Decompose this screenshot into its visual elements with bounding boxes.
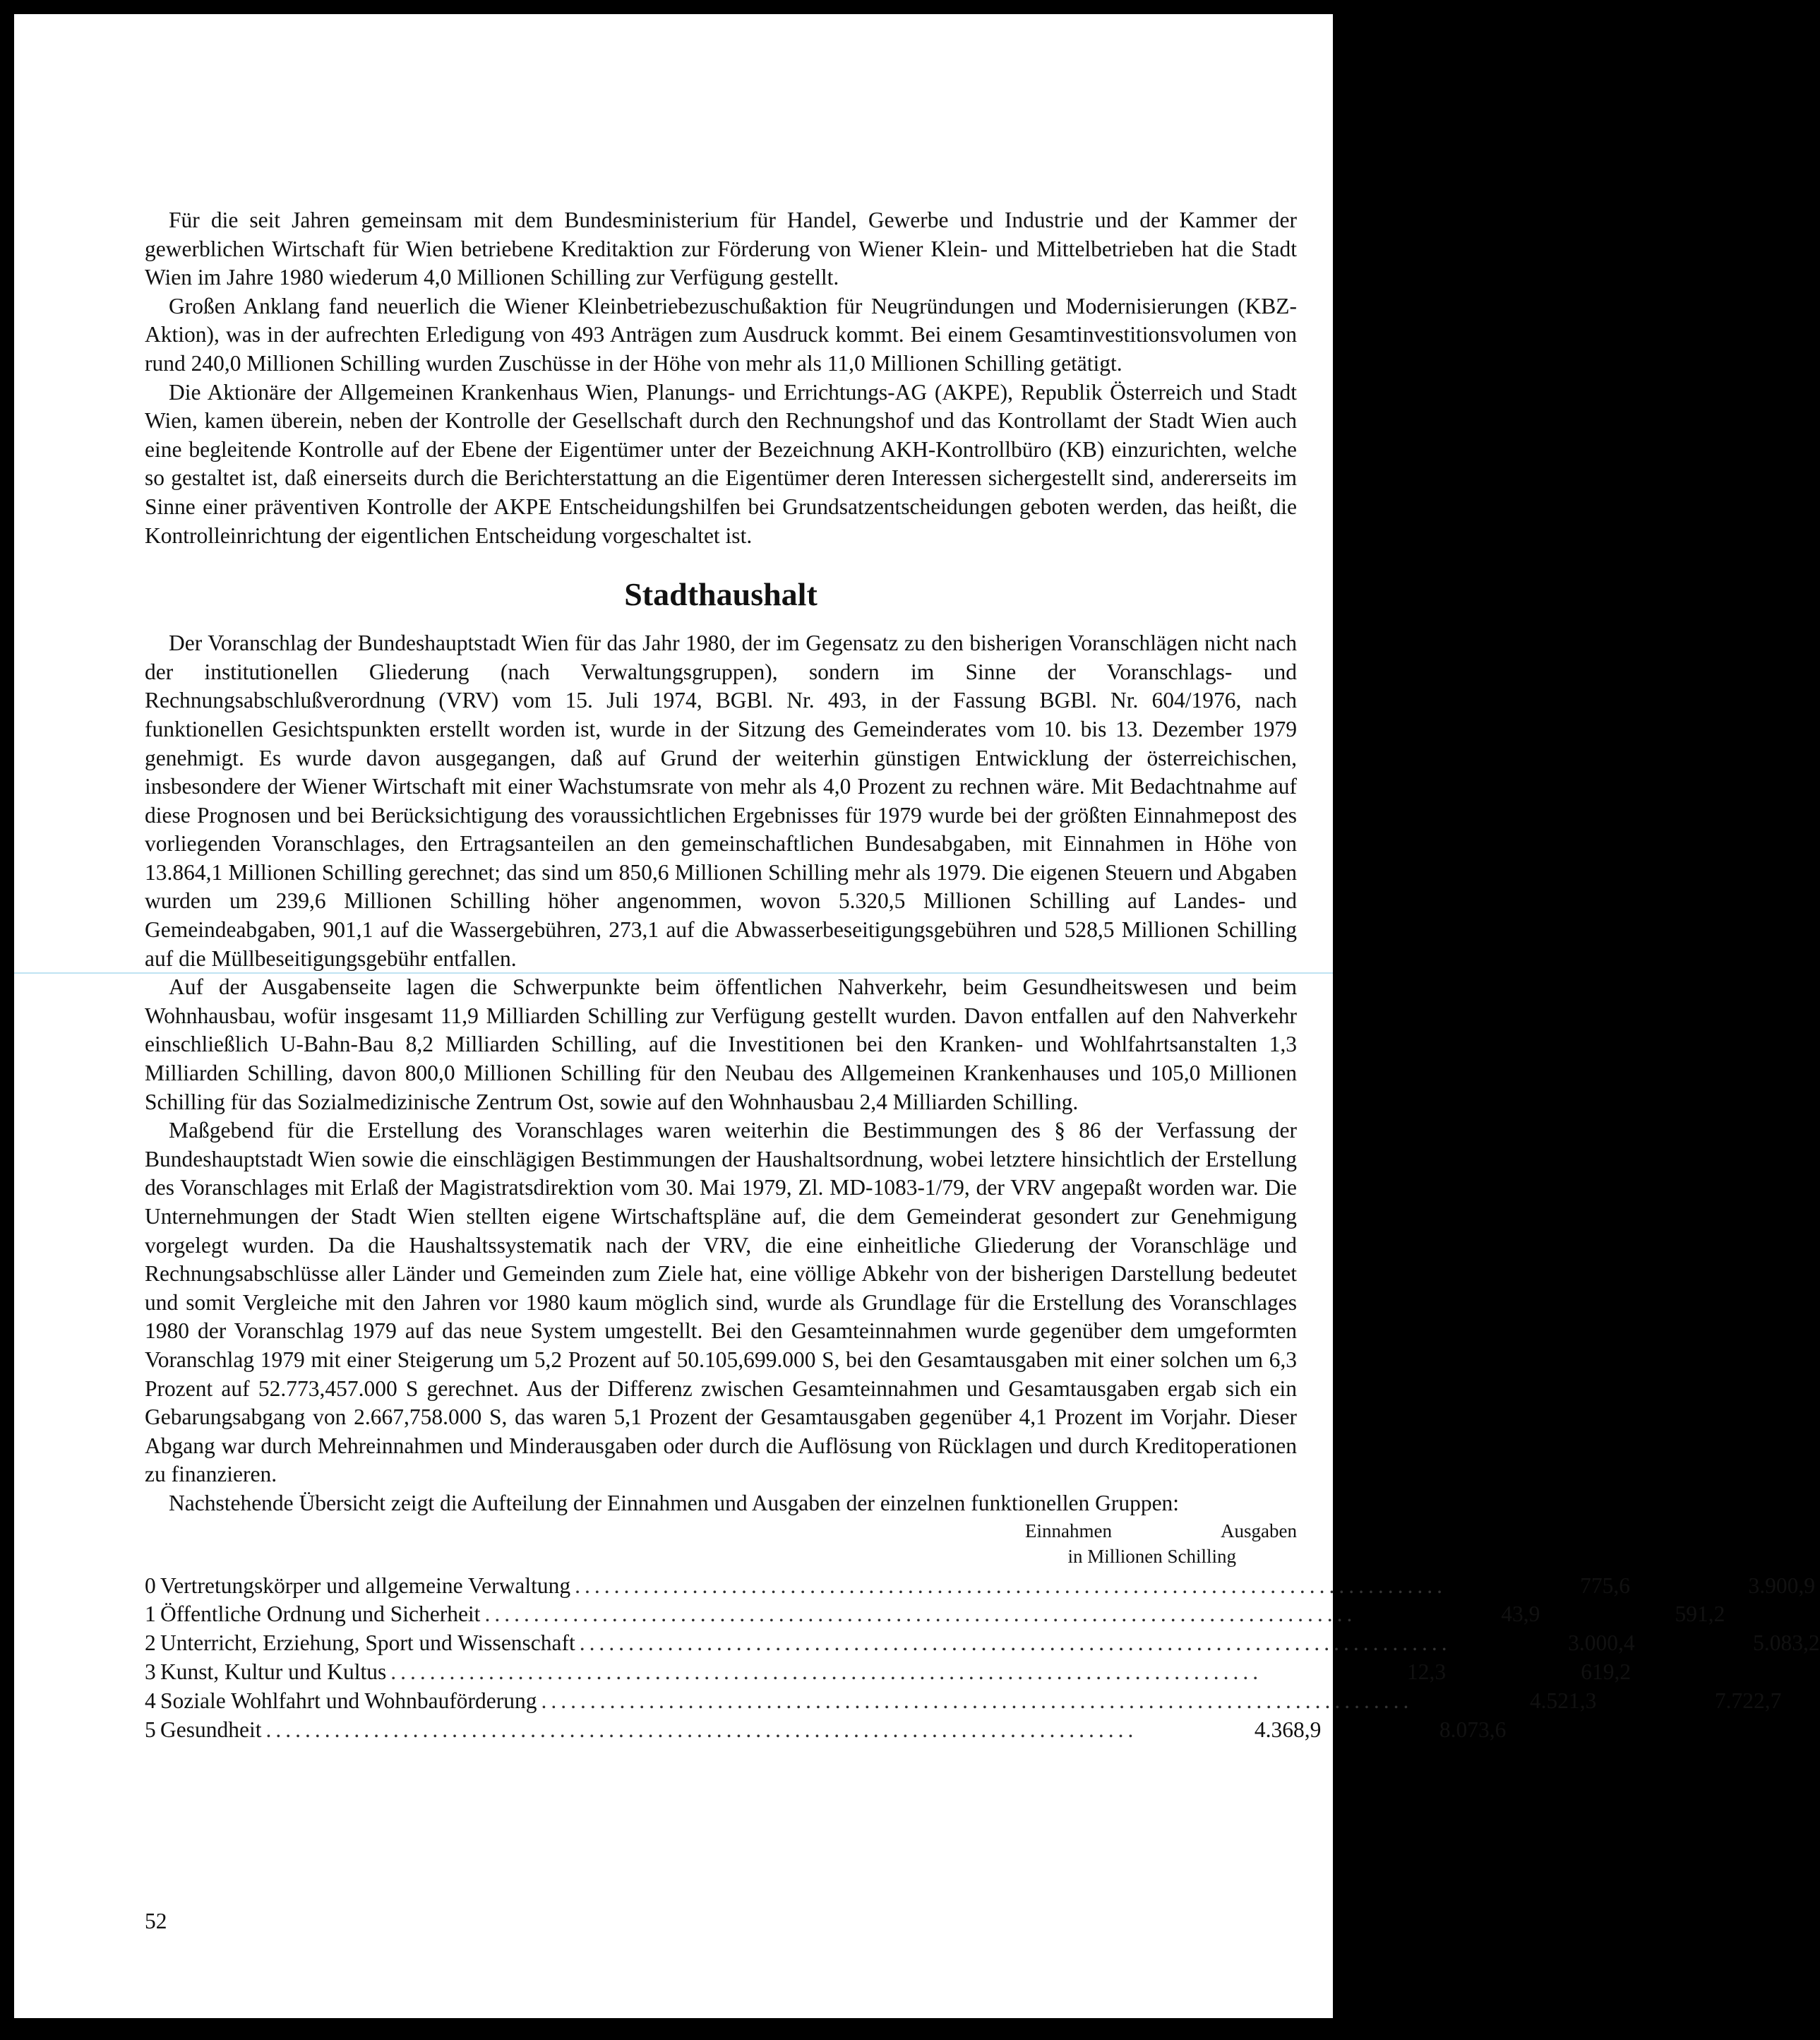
row-label: Gesundheit	[160, 1717, 262, 1742]
row-label: Vertretungskörper und allgemeine Verwaltung	[160, 1573, 571, 1598]
row-ausgaben: 7.722,7	[1714, 1688, 1782, 1713]
row-number: 5	[145, 1717, 156, 1742]
row-ausgaben: 591,2	[1675, 1601, 1725, 1627]
dot-leader: .........................................................................................	[541, 1688, 1413, 1713]
row-label: Unterricht, Erziehung, Sport und Wissenschaft	[160, 1630, 575, 1656]
column-header-ausgaben: Ausgaben	[1221, 1520, 1297, 1541]
row-einnahmen: 4.521,3	[1529, 1688, 1597, 1713]
dot-leader: .........................................................................................	[265, 1717, 1138, 1742]
dot-leader: .........................................................................................	[575, 1573, 1447, 1598]
row-number: 2	[145, 1630, 156, 1656]
row-ausgaben: 8.073,6	[1439, 1717, 1507, 1742]
table-row	[145, 1629, 1820, 1658]
row-number: 0	[145, 1573, 156, 1598]
row-label: Öffentliche Ordnung und Sicherheit	[160, 1601, 481, 1627]
table-row	[145, 1600, 1725, 1629]
table-unit-label: in Millionen Schilling	[1067, 1545, 1236, 1567]
row-number: 3	[145, 1659, 156, 1684]
table-row	[145, 1572, 1815, 1601]
paragraph: Maßgebend für die Erstellung des Voranschlages waren weiterhin die Bestimmungen des § 86 der Verfassung der Bundeshauptstadt Wien sowie die einschlägigen Bestimmungen der Haushaltsordnung, wobei letztere hinsichtlich der Erstellung des Voranschlages mit Erlaß der Magistratsdirektion vom 30. Mai 1979, Zl. MD-1083-1/79, der VRV angepaßt worden war. Die Unternehmungen der Stadt Wien stellten eigene Wirtschaftspläne auf, die dem Gemeinderat gesondert zur Genehmigung vorgelegt wurden. Da die Haushaltssystematik nach der VRV, die eine einheitliche Gliederung der Voranschläge und Rechnungsabschlüsse aller Länder und Gemeinden zum Ziele hat, eine völlige Abkehr von der bisherigen Darstellung bedeutet und somit Vergleiche mit den Jahren vor 1980 kaum möglich sind, wurde als Grundlage für die Erstellung des Voranschlages 1980 der Voranschlag 1979 auf das neue System umgestellt. Bei den Gesamteinnahmen wurde gegenüber dem umgeformten Voranschlag 1979 mit einer Steigerung um 5,2 Prozent auf 50.105,699.000 S, bei den Gesamtausgaben mit einer solchen um 6,3 Prozent auf 52.773,457.000 S gerechnet. Aus der Differenz zwischen Gesamteinnahmen und Gesamtausgaben ergab sich ein Gebarungsabgang von 2.667,758.000 S, das waren 5,1 Prozent der Gesamtausgaben gegenüber 4,1 Prozent im Vorjahr. Dieser Abgang war durch Mehreinnahmen und Minderausgaben oder durch die Auflösung von Rücklagen und durch Kreditoperationen zu finanzieren.	[145, 1118, 1297, 1487]
table-row	[145, 1716, 1507, 1745]
dot-leader: .........................................................................................	[579, 1630, 1451, 1656]
row-einnahmen: 4.368,9	[1254, 1717, 1322, 1742]
row-number: 4	[145, 1688, 156, 1713]
row-number: 1	[145, 1601, 156, 1627]
row-ausgaben: 619,2	[1581, 1659, 1632, 1684]
row-einnahmen: 43,9	[1501, 1601, 1540, 1627]
paragraph: Auf der Ausgabenseite lagen die Schwerpunkte beim öffentlichen Nahverkehr, beim Gesundheitswesen und beim Wohnhausbau, wofür insgesamt 11,9 Milliarden Schilling zur Verfügung gestellt wurden. Davon entfallen auf den Nahverkehr einschließlich U-Bahn-Bau 8,2 Milliarden Schilling, auf die Investitionen bei den Kranken- und Wohlfahrtsanstalten 1,3 Milliarden Schilling, davon 800,0 Millionen Schilling für den Neubau des Allgemeinen Krankenhauses und 105,0 Millionen Schilling für das Sozialmedizinische Zentrum Ost, sowie auf den Wohnhausbau 2,4 Milliarden Schilling.	[145, 974, 1297, 1114]
section-heading: Stadthaushalt	[624, 576, 818, 613]
row-ausgaben: 5.083,2	[1753, 1630, 1820, 1656]
row-label: Soziale Wohlfahrt und Wohnbauförderung	[160, 1688, 537, 1713]
row-einnahmen: 775,6	[1580, 1573, 1630, 1598]
row-ausgaben: 3.900,9	[1748, 1573, 1815, 1598]
table-header	[145, 1518, 1297, 1572]
table-row	[145, 1687, 1782, 1716]
column-header-einnahmen: Einnahmen	[1025, 1520, 1112, 1541]
paragraph: Nachstehende Übersicht zeigt die Aufteilung der Einnahmen und Ausgaben der einzelnen funktionellen Gruppen:	[169, 1490, 1180, 1515]
page-number: 52	[145, 1909, 167, 1933]
paragraph: Für die seit Jahren gemeinsam mit dem Bundesministerium für Handel, Gewerbe und Industrie und der Kammer der gewerblichen Wirtschaft für Wien betriebene Kreditaktion zur Förderung von Wiener Klein- und Mittelbetrieben hat die Stadt Wien im Jahre 1980 wiederum 4,0 Millionen Schilling zur Verfügung gestellt.	[145, 208, 1297, 290]
row-einnahmen: 3.000,4	[1568, 1630, 1635, 1656]
document-page	[14, 14, 1820, 2018]
dot-leader: .........................................................................................	[484, 1601, 1357, 1627]
row-label: Kunst, Kultur und Kultus	[160, 1659, 387, 1684]
paragraph: Die Aktionäre der Allgemeinen Krankenhaus Wien, Planungs- und Errichtungs-AG (AKPE), Republik Österreich und Stadt Wien, kamen überein, neben der Kontrolle der Gesellschaft durch den Rechnungshof und das Kontrollamt der Stadt Wien auch eine begleitende Kontrolle auf der Ebene der Eigentümer unter der Bezeichnung AKH-Kontrollbüro (KB) einzurichten, welche so gestaltet ist, daß einerseits durch die Berichterstattung an die Eigentümer deren Interessen sichergestellt sind, andererseits im Sinne einer präventiven Kontrolle der AKPE Entscheidungshilfen bei Grundsatzentscheidungen geboten werden, das heißt, die Kontrolleinrichtung der eigentlichen Entscheidung vorgeschaltet ist.	[145, 379, 1297, 548]
table-row	[145, 1658, 1632, 1687]
paragraph: Großen Anklang fand neuerlich die Wiener Kleinbetriebezuschußaktion für Neugründungen und Modernisierungen (KBZ-Aktion), was in der aufrechten Erledigung von 493 Anträgen zum Ausdruck kommt. Bei einem Gesamtinvestitionsvolumen von rund 240,0 Millionen Schilling wurden Zuschüsse in der Höhe von mehr als 11,0 Millionen Schilling getätigt.	[145, 293, 1297, 376]
dot-leader: .........................................................................................	[390, 1659, 1263, 1684]
row-einnahmen: 12,3	[1407, 1659, 1447, 1684]
table-body	[145, 1572, 1820, 1745]
paragraph: Der Voranschlag der Bundeshauptstadt Wien für das Jahr 1980, der im Gegensatz zu den bisherigen Voranschlägen nicht nach der institutionellen Gliederung (nach Verwaltungsgruppen), sondern im Sinne der Voranschlags- und Rechnungsabschlußverordnung (VRV) vom 15. Juli 1974, BGBl. Nr. 493, in der Fassung BGBl. Nr. 604/1976, nach funktionellen Gesichtspunkten erstellt worden ist, wurde in der Sitzung des Gemeinderates vom 10. bis 13. Dezember 1979 genehmigt. Es wurde davon ausgegangen, daß auf Grund der weiterhin günstigen Entwicklung der österreichischen, insbesondere der Wiener Wirtschaft mit einer Wachstumsrate von mehr als 4,0 Prozent zu rechnen wäre. Mit Bedachtnahme auf diese Prognosen und bei Berücksichtigung des voraussichtlichen Ergebnisses für 1979 wurde bei der größten Einnahmepost des vorliegenden Voranschlages, den Ertragsanteilen an den gemeinschaftlichen Bundesabgaben, mit Einnahmen in Höhe von 13.864,1 Millionen Schilling gerechnet; das sind um 850,6 Millionen Schilling mehr als 1979. Die eigenen Steuern und Abgaben wurden um 239,6 Millionen Schilling höher angenommen, wovon 5.320,5 Millionen Schilling auf Landes- und Gemeindeabgaben, 901,1 auf die Wassergebühren, 273,1 auf die Abwasserbeseitigungsgebühren und 528,5 Millionen Schilling auf die Müllbeseitigungsgebühr entfallen.	[145, 631, 1297, 971]
page-content	[145, 206, 1820, 1744]
